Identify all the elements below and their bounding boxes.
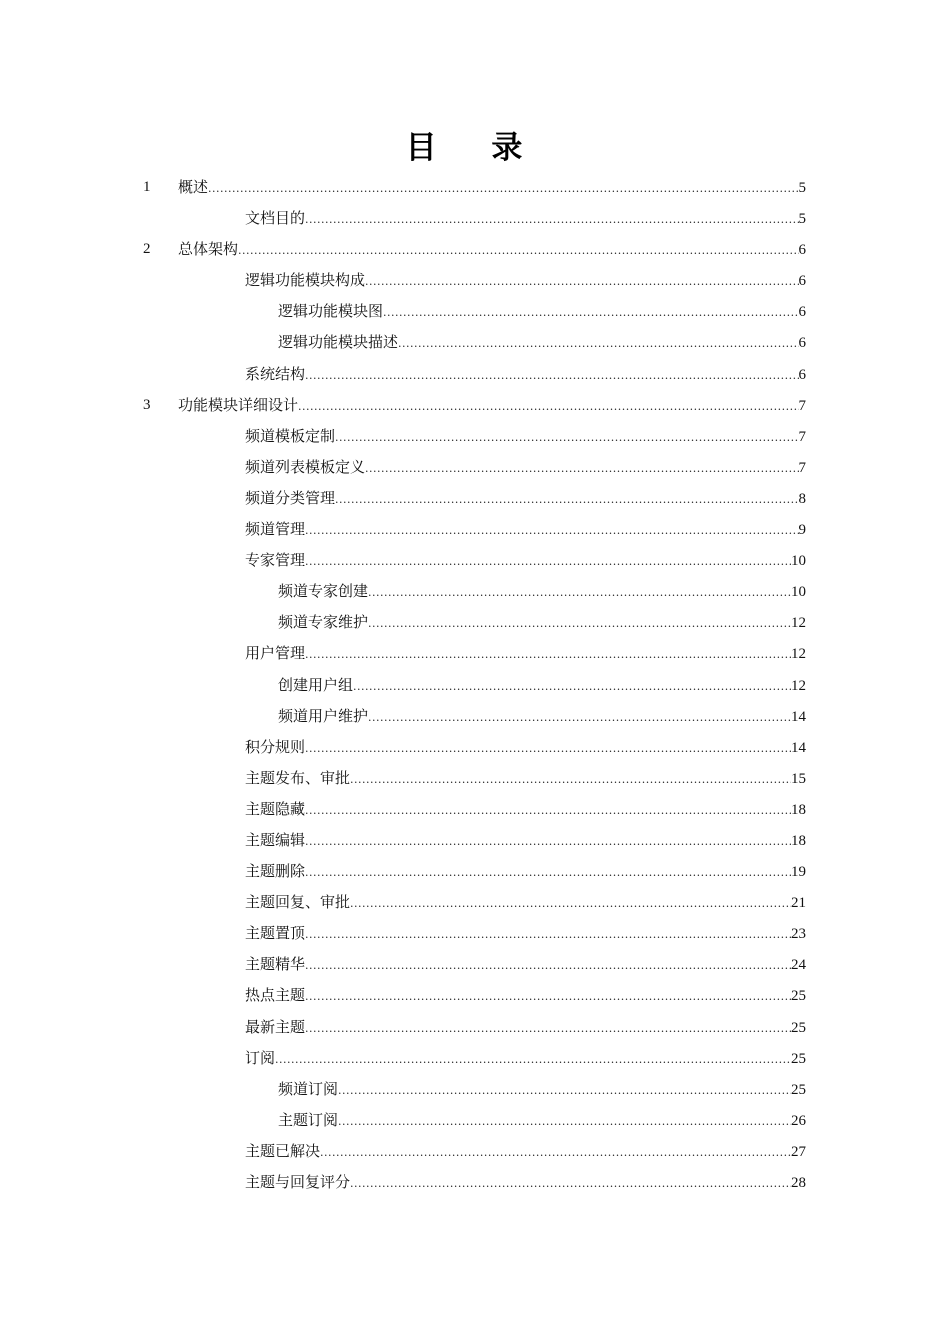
dot-leader bbox=[305, 826, 791, 857]
toc-entry-page-number: 6 bbox=[798, 242, 806, 259]
toc-entry[interactable] bbox=[0, 607, 950, 638]
toc-entry-line bbox=[245, 856, 806, 888]
toc-entry-line bbox=[245, 887, 806, 919]
toc-entry[interactable] bbox=[0, 980, 950, 1011]
toc-entry-line bbox=[245, 1012, 806, 1044]
toc-entry-number: 2 bbox=[143, 241, 151, 258]
dot-leader bbox=[338, 1075, 791, 1106]
toc-entry-line bbox=[245, 763, 806, 795]
toc-entry[interactable] bbox=[0, 265, 950, 296]
dot-leader bbox=[320, 1137, 791, 1168]
dot-leader bbox=[305, 795, 791, 826]
dot-leader bbox=[350, 764, 791, 795]
toc-entry-page-number: 10 bbox=[791, 553, 806, 570]
dot-leader bbox=[305, 1013, 791, 1044]
toc-entry-line bbox=[178, 172, 806, 204]
toc-entry-label: 文档目的 bbox=[245, 209, 306, 228]
toc-entry[interactable] bbox=[0, 421, 950, 452]
toc-entry-line bbox=[278, 327, 806, 359]
toc-entry-label: 逻辑功能模块图 bbox=[278, 302, 384, 321]
dot-leader bbox=[305, 204, 798, 235]
toc-entry-page-number: 9 bbox=[798, 522, 806, 539]
toc-entry-label: 积分规则 bbox=[245, 737, 306, 756]
dot-leader bbox=[208, 173, 798, 204]
toc-entry-label: 频道分类管理 bbox=[245, 488, 336, 507]
toc-entry-label: 功能模块详细设计 bbox=[178, 395, 299, 414]
toc-entry-page-number: 6 bbox=[798, 366, 806, 383]
toc-entry-page-number: 7 bbox=[798, 428, 806, 445]
dot-leader bbox=[368, 577, 791, 608]
dot-leader bbox=[305, 733, 791, 764]
toc-entry-page-number: 12 bbox=[791, 646, 806, 663]
toc-entry-page-number: 8 bbox=[798, 490, 806, 507]
toc-entry-line bbox=[245, 1043, 806, 1075]
toc-entry-label: 频道列表模板定义 bbox=[245, 457, 366, 476]
dot-leader bbox=[335, 422, 798, 453]
toc-title: 目 录 bbox=[405, 130, 545, 166]
toc-entry[interactable] bbox=[0, 514, 950, 545]
toc-entry[interactable] bbox=[0, 203, 950, 234]
dot-leader bbox=[398, 328, 798, 359]
toc-entry-label: 主题订阅 bbox=[278, 1110, 339, 1129]
toc-entry-label: 创建用户组 bbox=[278, 675, 354, 694]
toc-entry[interactable] bbox=[0, 794, 950, 825]
toc-entry-label: 主题回复、审批 bbox=[245, 893, 351, 912]
dot-leader bbox=[298, 391, 798, 422]
dot-leader bbox=[305, 857, 791, 888]
toc-entry-label: 频道用户维护 bbox=[278, 706, 369, 725]
toc-entry-label: 最新主题 bbox=[245, 1017, 306, 1036]
toc-list bbox=[0, 172, 950, 1198]
toc-entry-label: 频道管理 bbox=[245, 520, 306, 539]
toc-entry-line bbox=[245, 514, 806, 546]
toc-entry-label: 逻辑功能模块描述 bbox=[278, 333, 399, 352]
toc-entry[interactable] bbox=[0, 576, 950, 607]
toc-entry-line bbox=[245, 949, 806, 981]
toc-entry-line bbox=[278, 296, 806, 328]
toc-entry-page-number: 7 bbox=[798, 397, 806, 414]
toc-entry[interactable] bbox=[0, 856, 950, 887]
toc-entry-page-number: 24 bbox=[791, 957, 806, 974]
toc-entry-line bbox=[278, 1105, 806, 1137]
dot-leader bbox=[305, 981, 791, 1012]
toc-entry-line bbox=[278, 701, 806, 733]
toc-entry-line bbox=[245, 980, 806, 1012]
dot-leader bbox=[365, 266, 798, 297]
toc-entry-line bbox=[278, 576, 806, 608]
toc-entry-label: 频道模板定制 bbox=[245, 426, 336, 445]
toc-entry[interactable] bbox=[0, 234, 950, 265]
toc-entry-label: 主题置顶 bbox=[245, 924, 306, 943]
dot-leader bbox=[305, 515, 798, 546]
toc-entry-line bbox=[245, 732, 806, 764]
toc-entry[interactable] bbox=[0, 296, 950, 327]
dot-leader bbox=[335, 484, 798, 515]
dot-leader bbox=[353, 671, 791, 702]
toc-entry-line bbox=[278, 607, 806, 639]
dot-leader bbox=[338, 1106, 791, 1137]
toc-entry-page-number: 6 bbox=[798, 304, 806, 321]
toc-entry-page-number: 14 bbox=[791, 739, 806, 756]
toc-entry-page-number: 10 bbox=[791, 584, 806, 601]
toc-entry[interactable] bbox=[0, 887, 950, 918]
toc-entry-page-number: 23 bbox=[791, 926, 806, 943]
toc-entry-line bbox=[278, 670, 806, 702]
dot-leader bbox=[238, 235, 798, 266]
dot-leader bbox=[383, 297, 798, 328]
toc-entry-page-number: 26 bbox=[791, 1112, 806, 1129]
toc-entry[interactable] bbox=[0, 1105, 950, 1136]
dot-leader bbox=[305, 360, 798, 391]
dot-leader bbox=[275, 1044, 791, 1075]
dot-leader bbox=[365, 453, 798, 484]
toc-entry[interactable] bbox=[0, 638, 950, 669]
toc-entry-number: 3 bbox=[143, 396, 151, 413]
toc-entry-line bbox=[245, 1136, 806, 1168]
toc-entry[interactable] bbox=[0, 327, 950, 358]
toc-entry[interactable] bbox=[0, 390, 950, 421]
toc-entry-page-number: 19 bbox=[791, 864, 806, 881]
toc-entry[interactable] bbox=[0, 670, 950, 701]
toc-entry[interactable] bbox=[0, 1043, 950, 1074]
toc-entry[interactable] bbox=[0, 825, 950, 856]
toc-entry-label: 主题与回复评分 bbox=[245, 1173, 351, 1191]
toc-entry-line bbox=[245, 825, 806, 857]
toc-entry-line bbox=[245, 359, 806, 391]
toc-entry-label: 主题发布、审批 bbox=[245, 768, 351, 787]
toc-entry-page-number: 12 bbox=[791, 615, 806, 632]
toc-entry-line bbox=[178, 390, 806, 422]
toc-entry-label: 订阅 bbox=[245, 1048, 276, 1067]
toc-entry-page-number: 6 bbox=[798, 273, 806, 290]
toc-entry-line bbox=[245, 483, 806, 515]
toc-entry-label: 用户管理 bbox=[245, 644, 306, 663]
toc-entry-line bbox=[245, 421, 806, 453]
dot-leader bbox=[305, 546, 791, 577]
toc-entry-number: 1 bbox=[143, 179, 151, 195]
toc-entry-page-number: 7 bbox=[798, 459, 806, 476]
toc-entry-label: 概述 bbox=[178, 178, 209, 196]
toc-entry-page-number: 25 bbox=[791, 1050, 806, 1067]
toc-entry-line bbox=[245, 638, 806, 670]
toc-entry-page-number: 6 bbox=[798, 335, 806, 352]
toc-entry-line bbox=[245, 794, 806, 826]
dot-leader bbox=[368, 702, 791, 733]
toc-entry-line bbox=[245, 265, 806, 297]
toc-entry-page-number: 14 bbox=[791, 708, 806, 725]
toc-entry[interactable] bbox=[0, 763, 950, 794]
toc-entry-page-number: 5 bbox=[798, 211, 806, 228]
toc-entry-label: 热点主题 bbox=[245, 986, 306, 1005]
toc-entry[interactable] bbox=[0, 359, 950, 390]
dot-leader bbox=[368, 608, 791, 639]
dot-leader bbox=[350, 1168, 791, 1199]
toc-entry[interactable] bbox=[0, 452, 950, 483]
toc-entry-page-number: 27 bbox=[791, 1143, 806, 1160]
toc-entry-line bbox=[245, 1167, 806, 1199]
toc-entry-line bbox=[245, 452, 806, 484]
toc-entry-line bbox=[278, 1074, 806, 1106]
toc-entry-page-number: 25 bbox=[791, 1081, 806, 1098]
toc-entry[interactable] bbox=[0, 172, 950, 203]
toc-entry-label: 频道专家维护 bbox=[278, 613, 369, 632]
toc-entry[interactable] bbox=[0, 1167, 950, 1198]
toc-entry-page-number: 5 bbox=[798, 180, 806, 196]
dot-leader bbox=[305, 950, 791, 981]
toc-entry-label: 专家管理 bbox=[245, 551, 306, 570]
toc-entry-page-number: 12 bbox=[791, 677, 806, 694]
toc-entry-label: 主题编辑 bbox=[245, 830, 306, 849]
toc-entry-label: 主题隐藏 bbox=[245, 799, 306, 818]
toc-entry[interactable] bbox=[0, 701, 950, 732]
toc-entry-line bbox=[245, 545, 806, 577]
toc-entry-page-number: 25 bbox=[791, 988, 806, 1005]
toc-entry-page-number: 15 bbox=[791, 770, 806, 787]
toc-entry[interactable] bbox=[0, 1012, 950, 1043]
toc-entry[interactable] bbox=[0, 545, 950, 576]
toc-entry[interactable] bbox=[0, 1136, 950, 1167]
toc-entry-page-number: 28 bbox=[791, 1175, 806, 1191]
toc-entry-page-number: 18 bbox=[791, 801, 806, 818]
dot-leader bbox=[350, 888, 791, 919]
toc-entry-label: 主题已解决 bbox=[245, 1141, 321, 1160]
toc-entry-page-number: 25 bbox=[791, 1019, 806, 1036]
toc-entry-label: 总体架构 bbox=[178, 240, 239, 259]
toc-entry-page-number: 21 bbox=[791, 895, 806, 912]
toc-entry-line bbox=[178, 234, 806, 266]
toc-entry-line bbox=[245, 918, 806, 950]
toc-entry-label: 系统结构 bbox=[245, 364, 306, 383]
dot-leader bbox=[305, 639, 791, 670]
toc-entry[interactable] bbox=[0, 918, 950, 949]
toc-entry-page-number: 18 bbox=[791, 832, 806, 849]
toc-entry[interactable] bbox=[0, 1074, 950, 1105]
toc-entry-line bbox=[245, 203, 806, 235]
toc-entry-label: 频道专家创建 bbox=[278, 582, 369, 601]
dot-leader bbox=[305, 919, 791, 950]
toc-entry-label: 逻辑功能模块构成 bbox=[245, 271, 366, 290]
toc-entry-label: 频道订阅 bbox=[278, 1079, 339, 1098]
toc-entry[interactable] bbox=[0, 732, 950, 763]
toc-entry[interactable] bbox=[0, 949, 950, 980]
toc-entry[interactable] bbox=[0, 483, 950, 514]
toc-entry-label: 主题精华 bbox=[245, 955, 306, 974]
toc-entry-label: 主题删除 bbox=[245, 862, 306, 881]
